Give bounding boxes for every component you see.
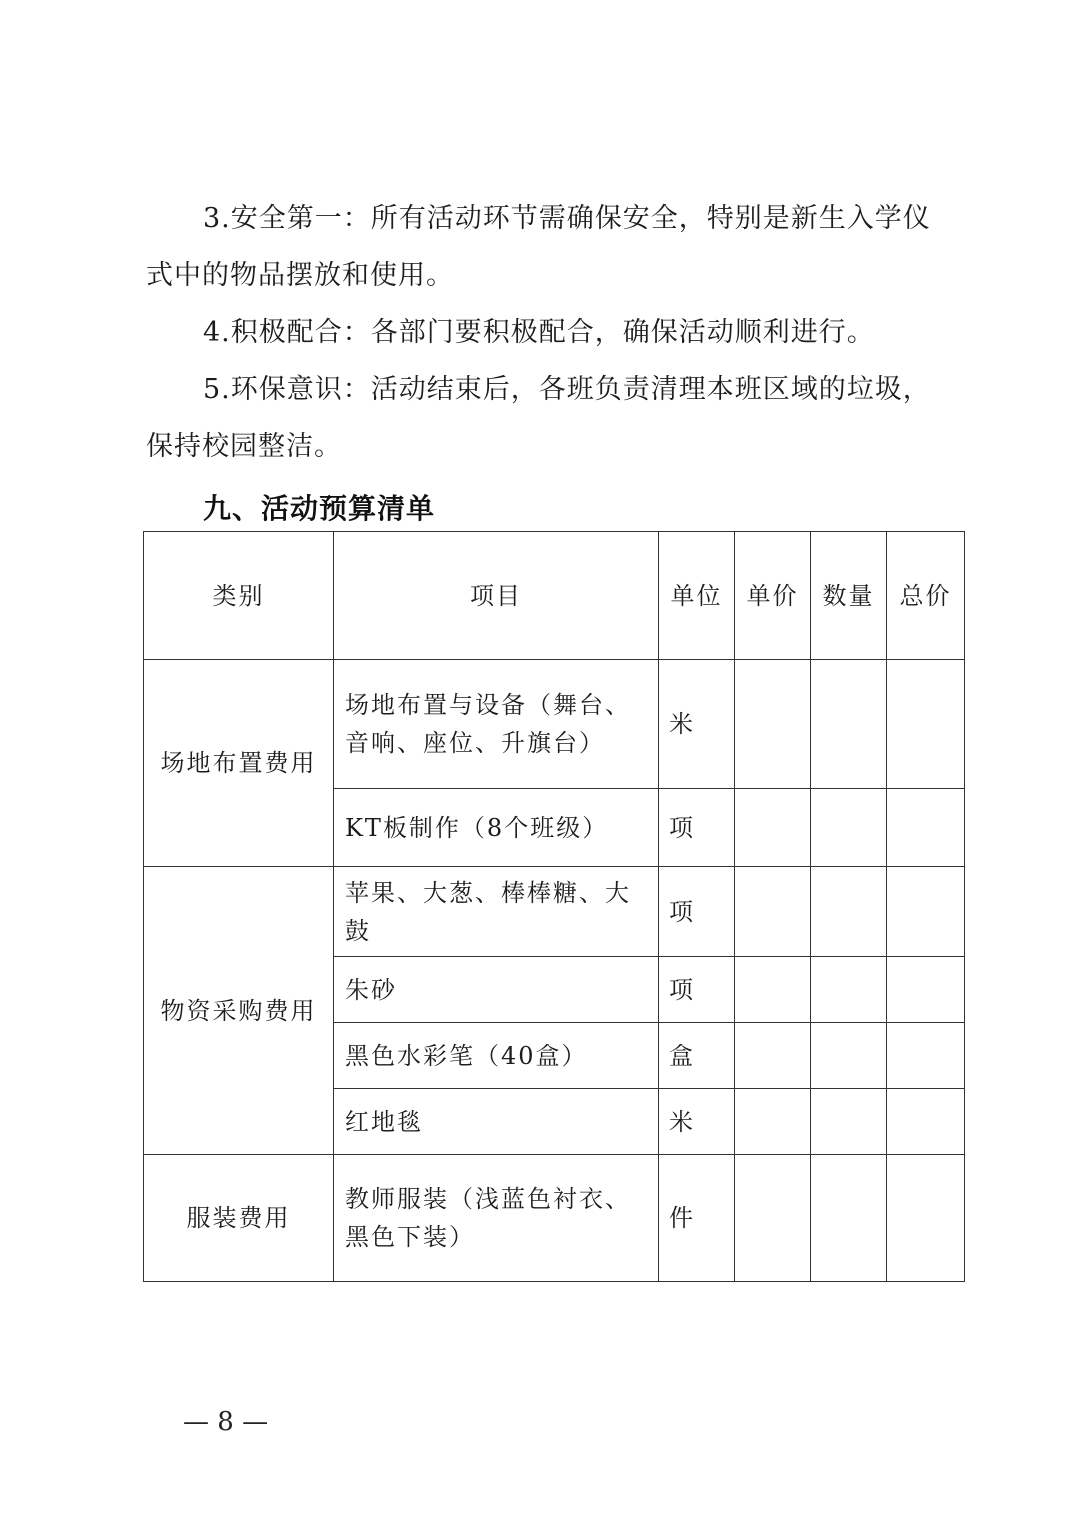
item-cell: KT板制作（8个班级） [334,789,659,867]
item-cell: 黑色水彩笔（40盒） [334,1023,659,1089]
unit-cell: 米 [659,660,735,789]
header-category: 类别 [144,532,334,660]
unit-price-cell [735,867,811,957]
total-cell [887,957,965,1023]
item-cell: 教师服装（浅蓝色衬衣、黑色下装） [334,1155,659,1282]
page-number: — 8 — [183,1407,269,1437]
unit-price-cell [735,1155,811,1282]
quantity-cell [811,867,887,957]
unit-price-cell [735,957,811,1023]
paragraph-environment-line1: 5.环保意识：活动结束后，各班负责清理本班区域的垃圾， [203,374,931,405]
total-cell [887,867,965,957]
total-cell [887,1089,965,1155]
quantity-cell [811,789,887,867]
paragraph-safety-line2: 式中的物品摆放和使用。 [146,260,454,291]
unit-price-cell [735,1089,811,1155]
unit-cell: 项 [659,867,735,957]
item-cell: 朱砂 [334,957,659,1023]
total-cell [887,660,965,789]
quantity-cell [811,1089,887,1155]
category-cell: 服装费用 [144,1155,334,1282]
paragraph-safety-line1: 3.安全第一：所有活动环节需确保安全，特别是新生入学仪 [203,203,931,234]
total-cell [887,1023,965,1089]
header-item: 项目 [334,532,659,660]
quantity-cell [811,660,887,789]
table-header-row [144,532,965,660]
unit-cell: 件 [659,1155,735,1282]
quantity-cell [811,957,887,1023]
category-cell: 物资采购费用 [144,867,334,1155]
unit-price-cell [735,1023,811,1089]
table-row [144,1155,965,1282]
item-cell: 苹果、大葱、棒棒糖、大鼓 [334,867,659,957]
section-heading: 九、活动预算清单 [203,492,436,525]
unit-cell: 项 [659,789,735,867]
total-cell [887,1155,965,1282]
unit-price-cell [735,660,811,789]
category-cell: 场地布置费用 [144,660,334,867]
paragraph-environment-line2: 保持校园整洁。 [146,431,342,462]
table-row [144,867,965,957]
unit-cell: 米 [659,1089,735,1155]
header-unit: 单位 [659,532,735,660]
header-total: 总价 [887,532,965,660]
unit-price-cell [735,789,811,867]
header-unit-price: 单价 [735,532,811,660]
quantity-cell [811,1023,887,1089]
item-cell: 场地布置与设备（舞台、音响、座位、升旗台） [334,660,659,789]
item-cell: 红地毯 [334,1089,659,1155]
unit-cell: 盒 [659,1023,735,1089]
header-quantity: 数量 [811,532,887,660]
unit-cell: 项 [659,957,735,1023]
budget-table [143,531,965,1282]
table-row [144,660,965,789]
quantity-cell [811,1155,887,1282]
total-cell [887,789,965,867]
paragraph-cooperation: 4.积极配合：各部门要积极配合，确保活动顺利进行。 [203,317,875,348]
